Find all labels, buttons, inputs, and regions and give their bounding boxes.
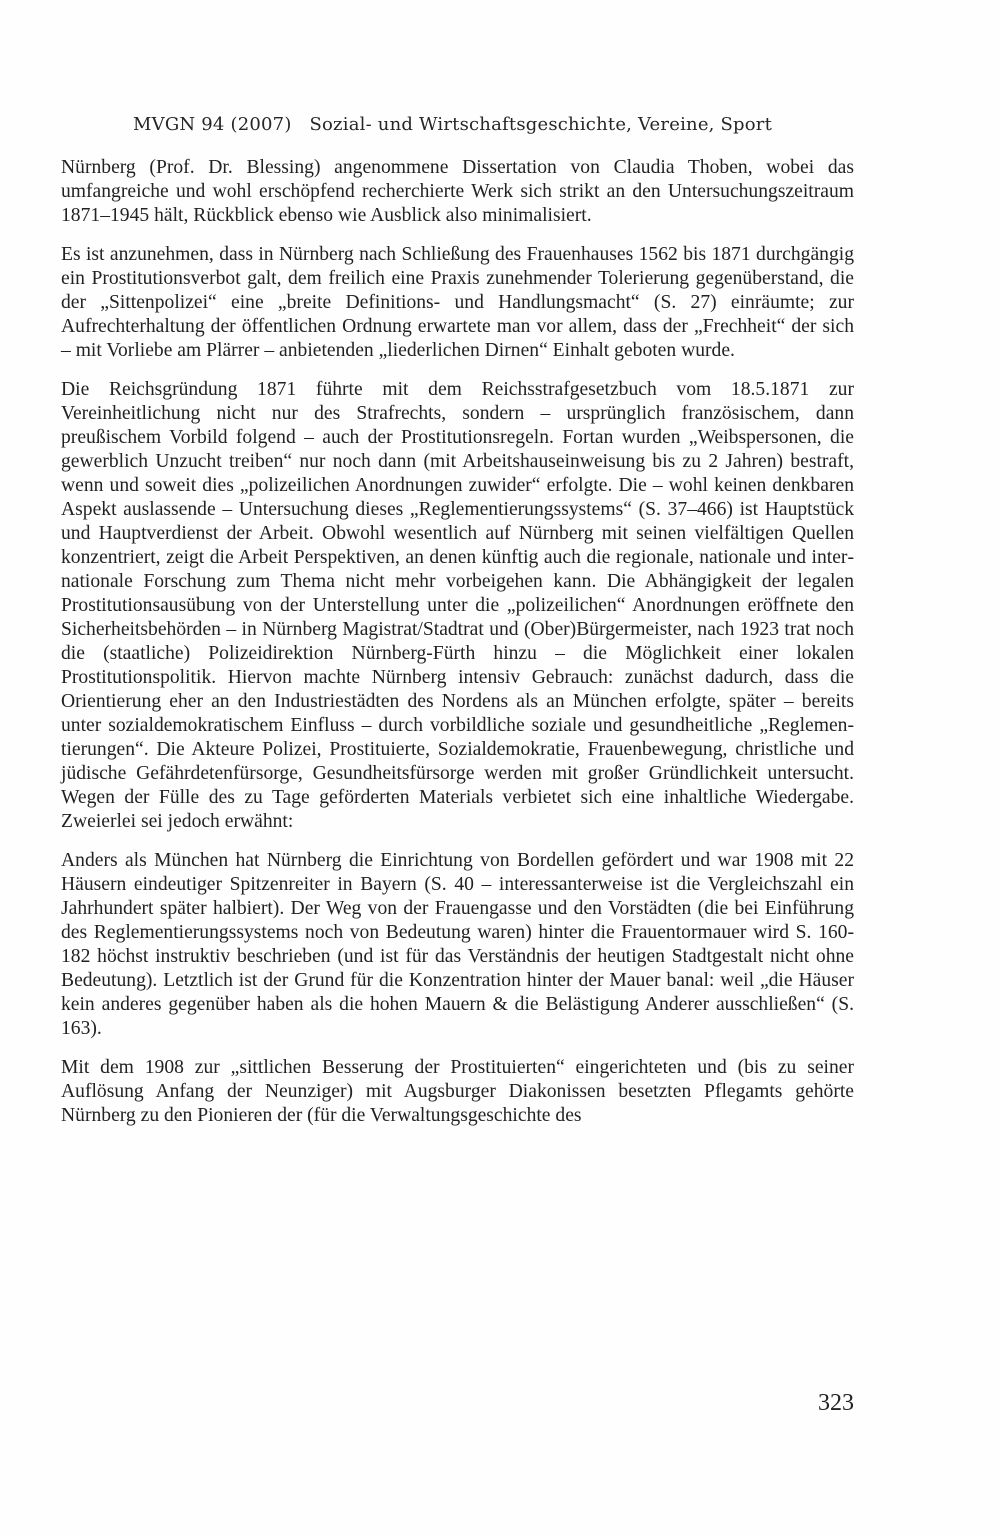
paragraph: Mit dem 1908 zur „sittlichen Besserung der Prostituierten“ eingerichteten und (bis zu seiner Auflösung Anfang der Neunziger) mit Augsburger Diakonissen besetzten Pflegamts gehörte Nürnberg zu den Pionieren der (für die Verwaltungsgeschichte des [61, 1057, 854, 1126]
running-header [133, 114, 853, 135]
paragraph: Die Reichsgründung 1871 führte mit dem Reichsstrafgesetzbuch vom 18.5.1871 zur Vereinheitlichung nicht nur des Strafrechts, sondern – ursprünglich französischem, dann preußischem Vorbild folgend – auch der Prostitutionsregeln. Fortan wurden „Weibspersonen, die gewerblich Unzucht treiben“ nur noch dann (mit Arbeitshauseinweisung bis zu 2 Jahren) bestraft, wenn und soweit dies „polizeilichen Anordnungen zuwider“ erfolgte. Die – wohl keinen denkbaren Aspekt auslassende – Untersuchung dieses „Reglementierungssystems“ (S. 37–466) ist Hauptstück und Hauptverdienst der Arbeit. Obwohl wesentlich auf Nürnberg mit seinen vielfältigen Quellen konzentriert, zeigt die Arbeit Perspektiven, an denen künftig auch die regionale, nationale und internationale Forschung zum Thema nicht mehr vorbeigehen kann. Die Abhängigkeit der legalen Prostitutionsausübung von der Unterstellung unter die „polizeilichen“ Anordnungen eröffnete den Sicherheitsbehörden – in Nürnberg Magistrat/Stadtrat und (Ober)Bürgermeister, nach 1923 trat noch die (staatliche) Polizeidirektion Nürnberg-Fürth hinzu – die Möglichkeit einer lokalen Prostitutionspolitik. Hiervon machte Nürnberg intensiv Gebrauch: zunächst dadurch, dass die Orientierung eher an den Industriestädten des Nordens als an München erfolgte, später – bereits unter sozialdemokratischem Einfluss – durch vorbildliche soziale und gesundheitliche „Reglementierungen“. Die Akteure Polizei, Prostituierte, Sozialdemokratie, Frauenbewegung, christliche und jüdische Gefährdetenfürsorge, Gesundheitsfürsorge werden mit großer Gründlichkeit untersucht. Wegen der Fülle des zu Tage geförderten Materials verbietet sich eine inhaltliche Wiedergabe. Zweierlei sei jedoch erwähnt: [61, 379, 854, 832]
section-title: Sozial- und Wirtschaftsgeschichte, Vereine, Sport [309, 114, 773, 135]
paragraph: Es ist anzunehmen, dass in Nürnberg nach Schließung des Frauenhauses 1562 bis 1871 durchgängig ein Prostitutionsverbot galt, dem freilich eine Praxis zunehmender Tolerierung gegenüberstand, die der „Sittenpolizei“ eine „breite Definitions- und Handlungsmacht“ (S. 27) einräumte; zur Aufrechterhaltung der öffentlichen Ordnung erwartete man vor allem, dass der „Frechheit“ der sich – mit Vorliebe am Plärrer – anbietenden „liederlichen Dirnen“ Einhalt geboten wurde. [61, 244, 854, 361]
page-number: 323 [818, 1390, 854, 1416]
journal-reference: MVGN 94 (2007) [133, 114, 292, 135]
paragraph-continuation: Nürnberg (Prof. Dr. Blessing) angenommene Dissertation von Claudia Thoben, wobei das umfangreiche und wohl erschöpfend recherchierte Werk sich strikt an den Untersuchungszeitraum 1871–1945 hält, Rückblick ebenso wie Ausblick also minimalisiert. [61, 157, 854, 226]
body-text [61, 156, 854, 1143]
paragraph: Anders als München hat Nürnberg die Einrichtung von Bordellen gefördert und war 1908 mit 22 Häusern eindeutiger Spitzenreiter in Bayern (S. 40 – interessanterweise ist die Vergleichszahl ein Jahrhundert später halbiert). Der Weg von der Frauengasse und den Vorstädten (die bei Einführung des Reglementierungssystems noch von Bedeutung waren) hinter die Frauentormauer wird S. 160-182 höchst instruktiv beschrieben (und ist für das Verständnis der heutigen Stadtgestalt nicht ohne Bedeutung). Letztlich ist der Grund für die Konzentration hinter der Mauer banal: weil „die Häuser kein anderes gegenüber haben als die hohen Mauern & die Belästigung Anderer ausschließen“ (S. 163). [61, 850, 854, 1039]
